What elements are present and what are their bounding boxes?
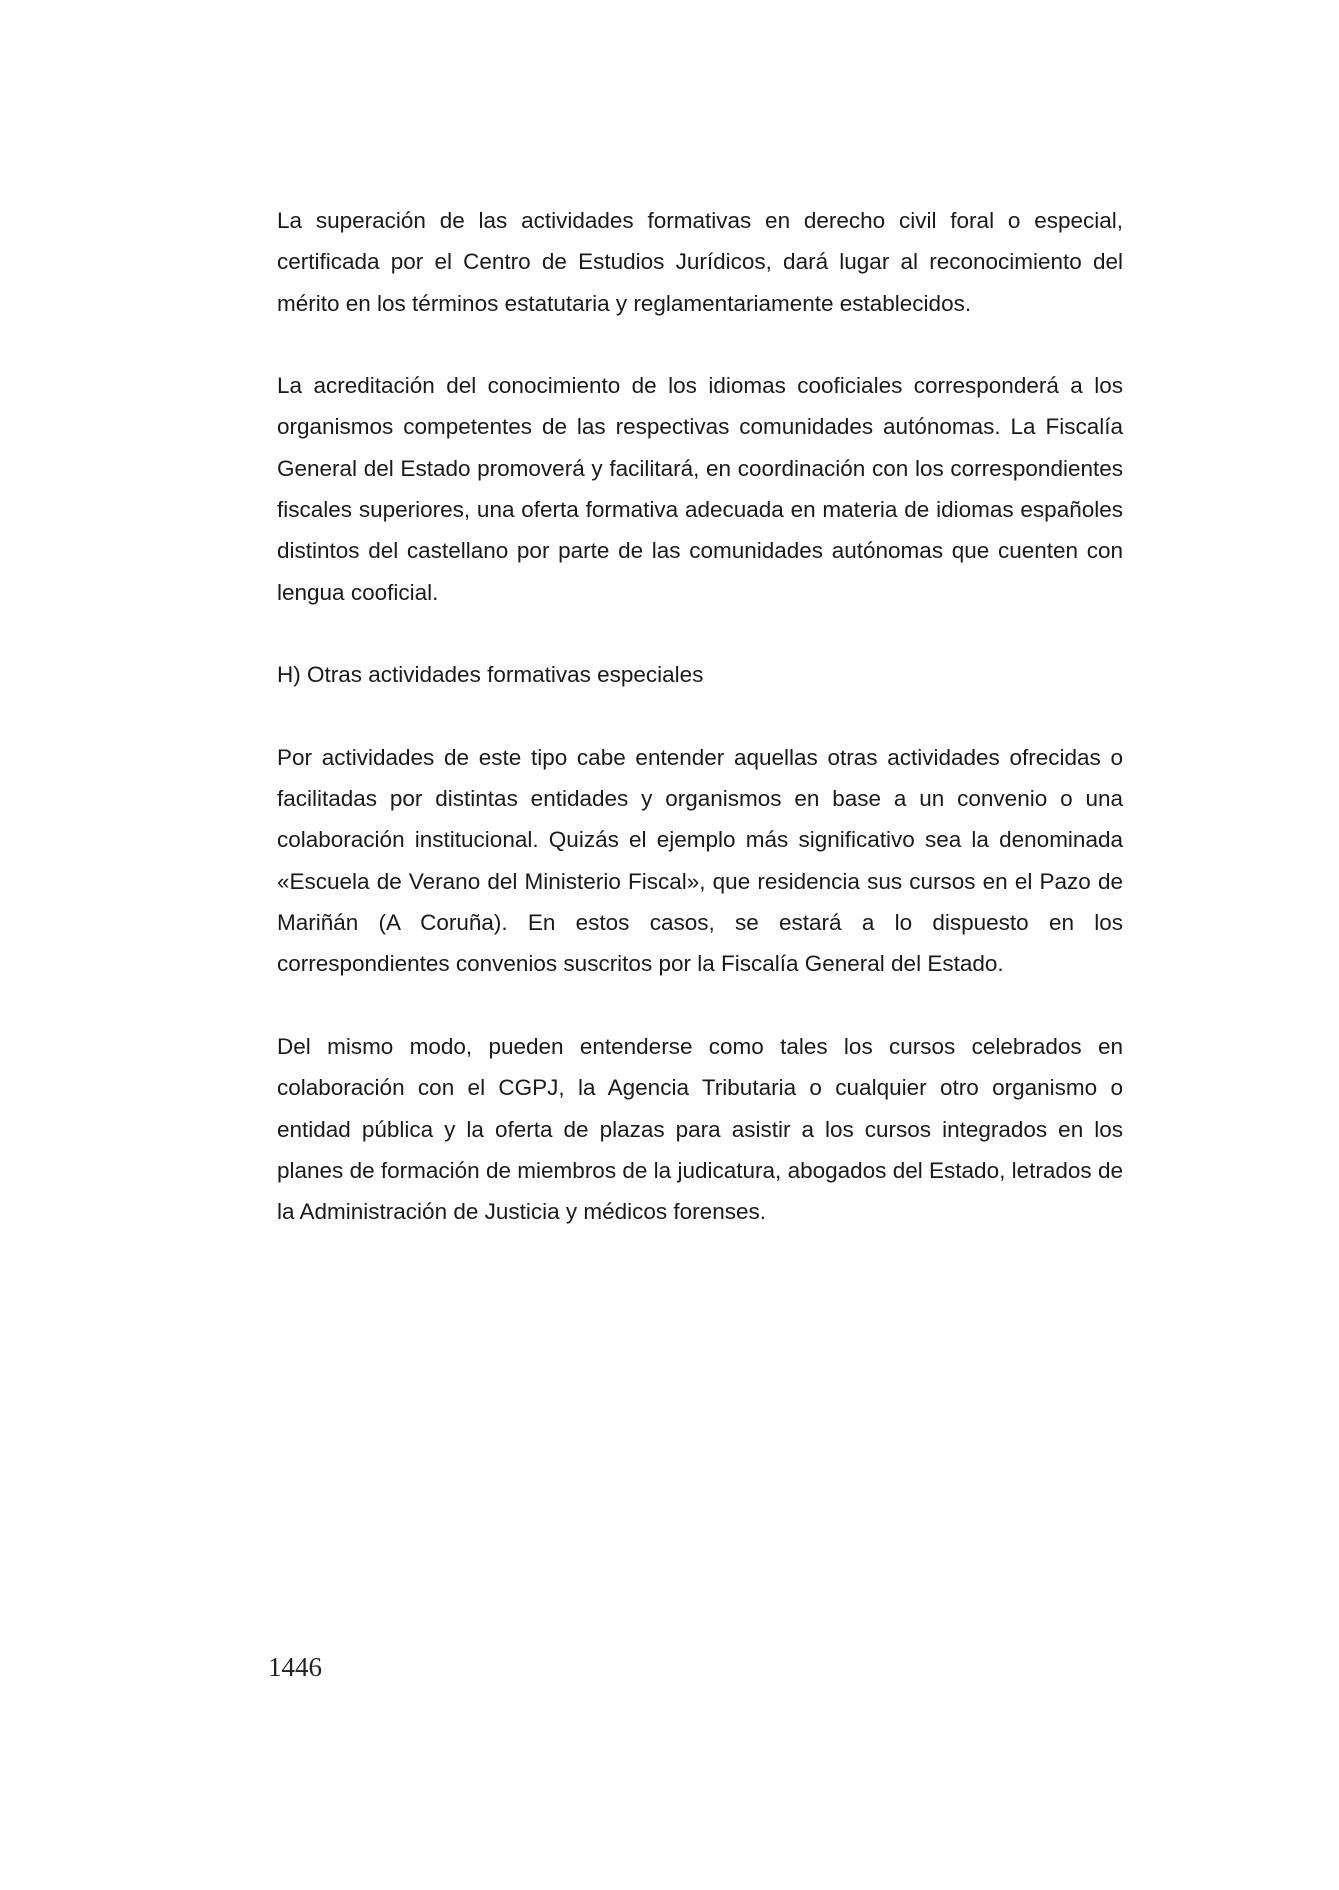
paragraph-idiomas-cooficiales: La acreditación del conocimiento de los idiomas cooficiales corresponderá a los organismos competentes de las respectivas comunidades autónomas. La Fiscalía General del Estado promoverá y facilitará, en coordinación con los correspondientes fiscales superiores, una oferta formativa adecuada en materia de idiomas españoles distintos del castellano por parte de las comunidades autónomas que cuenten con lengua cooficial.	[277, 373, 1123, 605]
paragraph-cursos-colaboracion: Del mismo modo, pueden entenderse como tales los cursos celebrados en colaboración con el CGPJ, la Agencia Tributaria o cualquier otro organismo o entidad pública y la oferta de plazas para asistir a los cursos integrados en los planes de formación de miembros de la judicatura, abogados del Estado, letrados de la Administración de Justicia y médicos forenses.	[277, 1033, 1123, 1225]
section-heading: H) Otras actividades formativas especiales	[277, 662, 704, 688]
page-body	[277, 200, 1123, 1274]
paragraph-civil-foral: La superación de las actividades formativas en derecho civil foral o especial, certificada por el Centro de Estudios Jurídicos, dará lugar al reconocimiento del mérito en los términos estatutaria y reglamentariamente establecidos.	[277, 208, 1123, 316]
paragraph-otras-actividades: Por actividades de este tipo cabe entender aquellas otras actividades ofrecidas o facilitadas por distintas entidades y organismos en base a un convenio o una colaboración institucional. Quizás el ejemplo más significativo sea la denominada «Escuela de Verano del Ministerio Fiscal», que residencia sus cursos en el Pazo de Mariñán (A Coruña). En estos casos, se estará a lo dispuesto en los correspondientes convenios suscritos por la Fiscalía General del Estado.	[277, 744, 1123, 977]
page-number: 1446	[268, 1652, 322, 1682]
